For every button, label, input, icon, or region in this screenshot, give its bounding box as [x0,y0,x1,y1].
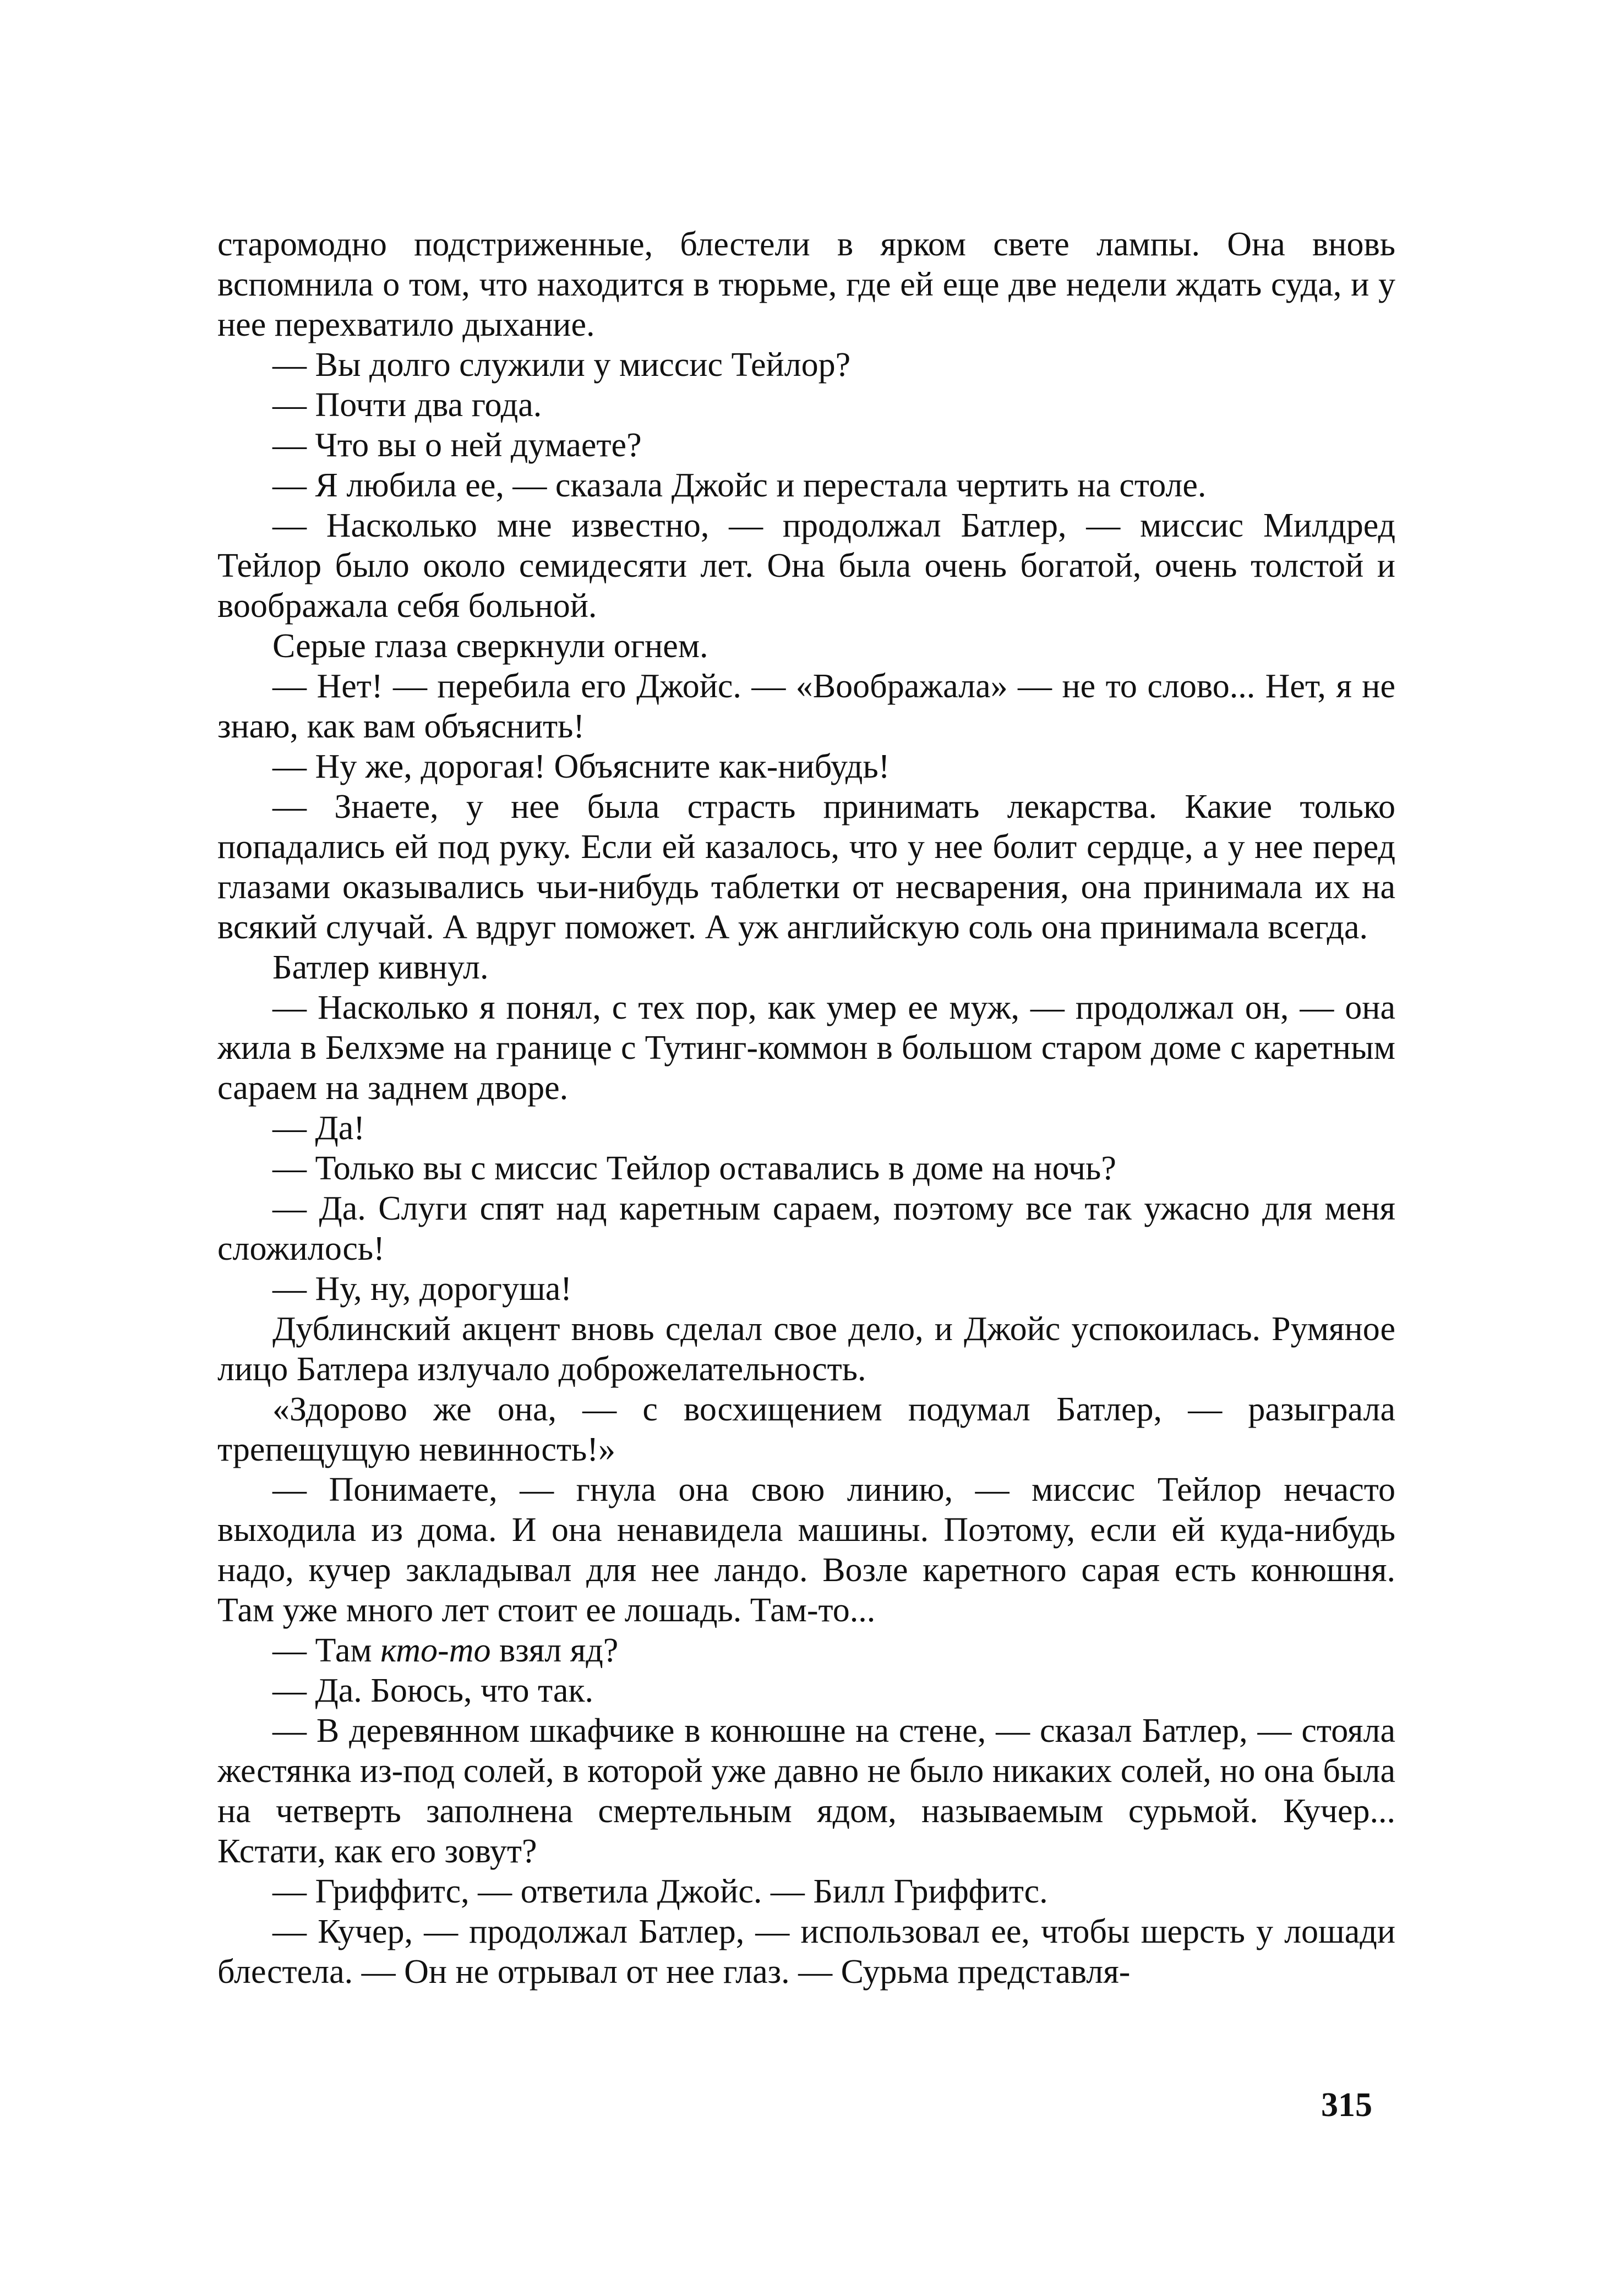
paragraph: — Почти два года. [272,386,542,424]
page-number: 315 [1321,2086,1372,2124]
paragraph: — Гриффитс, — ответила Джойс. — Билл Гриффитс. [272,1873,1048,1910]
paragraph: Дублинский акцент вновь сделал свое дело, и Джойс успокоилась. Румяное лицо Батлера излучало доброжелательность. [217,1310,1395,1388]
paragraph: — Да. Боюсь, что так. [272,1672,593,1709]
paragraph [217,1631,1395,1671]
paragraph: — Я любила ее, — сказала Джойс и перестала чертить на столе. [272,467,1207,504]
paragraph: «Здорово же она, — с восхищением подумал Батлер, — разыграла трепещущую невинность!» [217,1391,1395,1468]
paragraph: — Только вы с миссис Тейлор оставались в доме на ночь? [272,1150,1116,1187]
paragraph: — Насколько я понял, с тех пор, как умер ее муж, — продолжал он, — она жила в Белхэме на границе с Тутинг-коммон в большом старом доме с каретным сараем на заднем дворе. [217,989,1395,1107]
main-text [217,225,1395,1992]
page-body [217,225,1395,1992]
paragraph: — Ну же, дорогая! Объясните как-нибудь! [272,748,890,785]
paragraph: — Да. Слуги спят над каретным сараем, поэтому все так ужасно для меня сложилось! [217,1190,1395,1267]
paragraph: — Ну, ну, дорогуша! [272,1270,572,1308]
paragraph: Серые глаза сверкнули огнем. [272,627,708,665]
paragraph: — Насколько мне известно, — продолжал Батлер, — миссис Милдред Тейлор было около семидесяти лет. Она была очень богатой, очень толстой и воображала себя больной. [217,507,1395,625]
paragraph: — Знаете, у нее была страсть принимать лекарства. Какие только попадались ей под руку. Если ей казалось, что у нее болит сердце, а у нее перед глазами оказывались чьи-нибудь таблетки от несварения, она принимала их на всякий случай. А вдруг поможет. А уж английскую соль она принимала всегда. [217,788,1395,946]
text-run: взял яд? [490,1632,619,1669]
paragraph: — Кучер, — продолжал Батлер, — использовал ее, чтобы шерсть у лошади блестела. — Он не отрывал от нее глаз. — Сурьма представля- [217,1913,1395,1991]
italic-text-run: кто-то [380,1632,491,1669]
paragraph: — Понимаете, — гнула она свою линию, — миссис Тейлор нечасто выходила из дома. И она ненавидела машины. Поэтому, если ей куда-нибудь надо, кучер закладывал для нее ландо. Возле каретного сарая есть конюшня. Там уже много лет стоит ее лошадь. Там-то... [217,1471,1395,1629]
paragraph: — В деревянном шкафчике в конюшне на стене, — сказал Батлер, — стояла жестянка из-под солей, в которой уже давно не было никаких солей, но она была на четверть заполнена смертельным ядом, называемым сурьмой. Кучер... Кстати, как его зовут? [217,1712,1395,1870]
paragraph: Батлер кивнул. [272,949,489,986]
text-run: — Там [272,1632,381,1669]
paragraph: — Вы долго служили у миссис Тейлор? [272,346,851,384]
paragraph: старомодно подстриженные, блестели в ярком свете лампы. Она вновь вспомнила о том, что находится в тюрьме, где ей еще две недели ждать суда, и у нее перехватило дыхание. [217,226,1395,343]
paragraph: — Нет! — перебила его Джойс. — «Воображала» — не то слово... Нет, я не знаю, как вам объяснить! [217,668,1395,745]
paragraph: — Что вы о ней думаете? [272,427,642,464]
paragraph: — Да! [272,1109,365,1147]
